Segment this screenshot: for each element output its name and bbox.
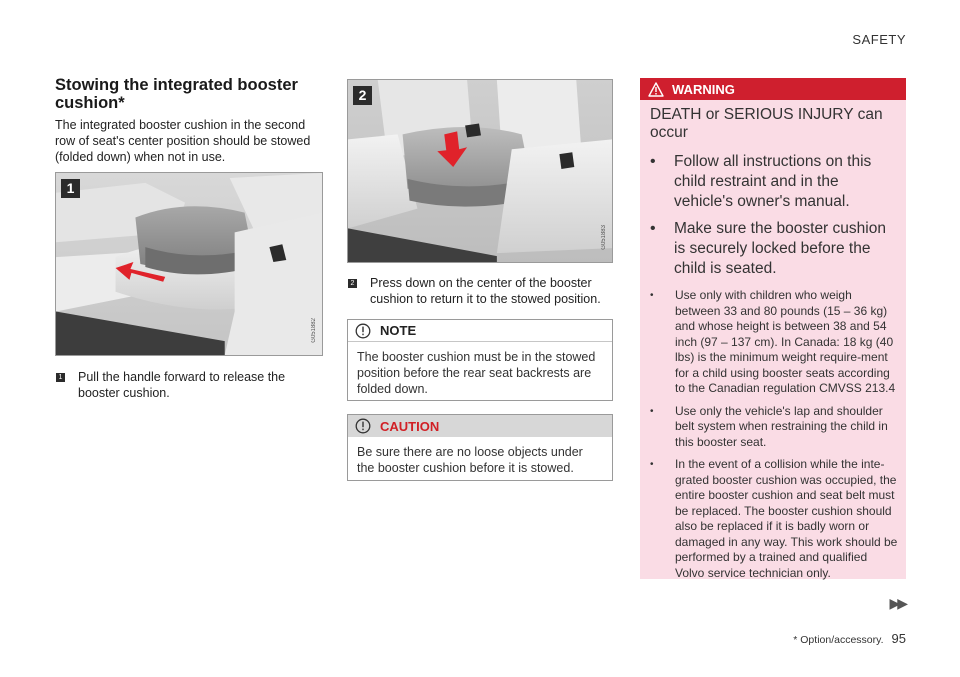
section-title: SAFETY <box>852 32 906 47</box>
list-item: • Make sure the booster cushion is securely locked before the child is seated. <box>650 219 900 279</box>
page-title: Stowing the integrated booster cushion* <box>55 76 298 112</box>
step-2 <box>348 275 613 307</box>
illustration-pull-handle <box>55 172 323 356</box>
warning-label: WARNING <box>672 81 735 97</box>
warning-triangle-icon <box>648 82 664 97</box>
seat-illustration-2 <box>348 80 612 262</box>
step-1 <box>56 369 324 401</box>
list-item-text: Follow all instructions on this child restraint and in the vehicle's owner's manual. <box>674 153 872 210</box>
next-page-arrow-icon[interactable]: ▶▶ <box>889 595 905 611</box>
step-number: 2 <box>348 279 357 288</box>
step-text: Press down on the center of the booster cushion to return it to the stowed position. <box>370 276 601 306</box>
warning-detail-list <box>640 286 906 581</box>
caution-box <box>347 414 613 481</box>
column-intro <box>55 76 323 165</box>
image-code: G051883 <box>601 225 607 250</box>
info-circle-icon <box>355 323 371 339</box>
footnote: * Option/accessory. <box>793 634 884 646</box>
illustration-press-down <box>347 79 613 263</box>
image-code: G051882 <box>311 318 317 343</box>
page-footer <box>793 631 906 646</box>
caution-text: Be sure there are no loose objects under the booster cushion before it is stowed. <box>357 445 583 475</box>
list-item-text: Use only with children who weigh between 33 and 80 pounds (15 – 36 kg) and whose height is between 38 and 54 inch (97 – 137 cm). In Canada: 18 kg (40 lbs) is the minimum weight require-ment for a child using booster seats according to the Canadian regulation CMVSS 213.4 <box>675 288 896 395</box>
note-label: NOTE <box>380 323 417 338</box>
step-badge-2: 2 <box>353 86 372 105</box>
note-text: The booster cushion must be in the stowed position before the rear seat backrests are folded down. <box>357 350 596 396</box>
page-number: 95 <box>891 631 906 646</box>
warning-box <box>640 78 906 579</box>
warning-main-list <box>640 142 906 279</box>
seat-illustration-1 <box>56 173 322 355</box>
caution-header <box>348 415 612 437</box>
note-header <box>348 320 612 342</box>
list-item-text: In the event of a collision while the inte-grated booster cushion was occupied, the entire booster cushion and seat belt must be replaced. The booster cushion should also be replaced if it is badly worn or damaged in any way. This work should be performed by a trained and qualified Volvo service technician only. <box>675 457 898 580</box>
list-item: • Use only the vehicle's lap and shoulder belt system when restraining the child in this booster seat. <box>650 404 898 451</box>
note-box <box>347 319 613 401</box>
step-badge-1: 1 <box>61 179 80 198</box>
intro-paragraph: The integrated booster cushion in the second row of seat's center position should be stowed (folded down) when not in use. <box>55 118 311 164</box>
step-number: 1 <box>56 373 65 382</box>
list-item: • Use only with children who weigh between 33 and 80 pounds (15 – 36 kg) and whose height is between 38 and 54 inch (97 – 137 cm). In Canada: 18 kg (40 lbs) is the minimum weight require-ment for a child using booster seats according to the Canadian regulation CMVSS 213.4 <box>650 288 898 397</box>
list-item: • In the event of a collision while the inte-grated booster cushion was occupied, the entire booster cushion and seat belt must be replaced. The booster cushion should also be replaced if it is badly worn or damaged in any way. This work should be performed by a trained and qualified Volvo service technician only. <box>650 457 898 580</box>
caution-label: CAUTION <box>380 418 440 434</box>
list-item: • Follow all instructions on this child restraint and in the vehicle's owner's manual. <box>650 152 900 212</box>
warning-header <box>640 78 906 100</box>
exclamation-circle-icon <box>355 418 371 434</box>
warning-lead: DEATH or SERIOUS INJURY can occur <box>650 106 883 141</box>
list-item-text: Make sure the booster cushion is securely locked before the child is seated. <box>674 220 886 277</box>
step-text: Pull the handle forward to release the booster cushion. <box>78 370 286 400</box>
list-item-text: Use only the vehicle's lap and shoulder belt system when restraining the child in this booster seat. <box>675 403 888 449</box>
